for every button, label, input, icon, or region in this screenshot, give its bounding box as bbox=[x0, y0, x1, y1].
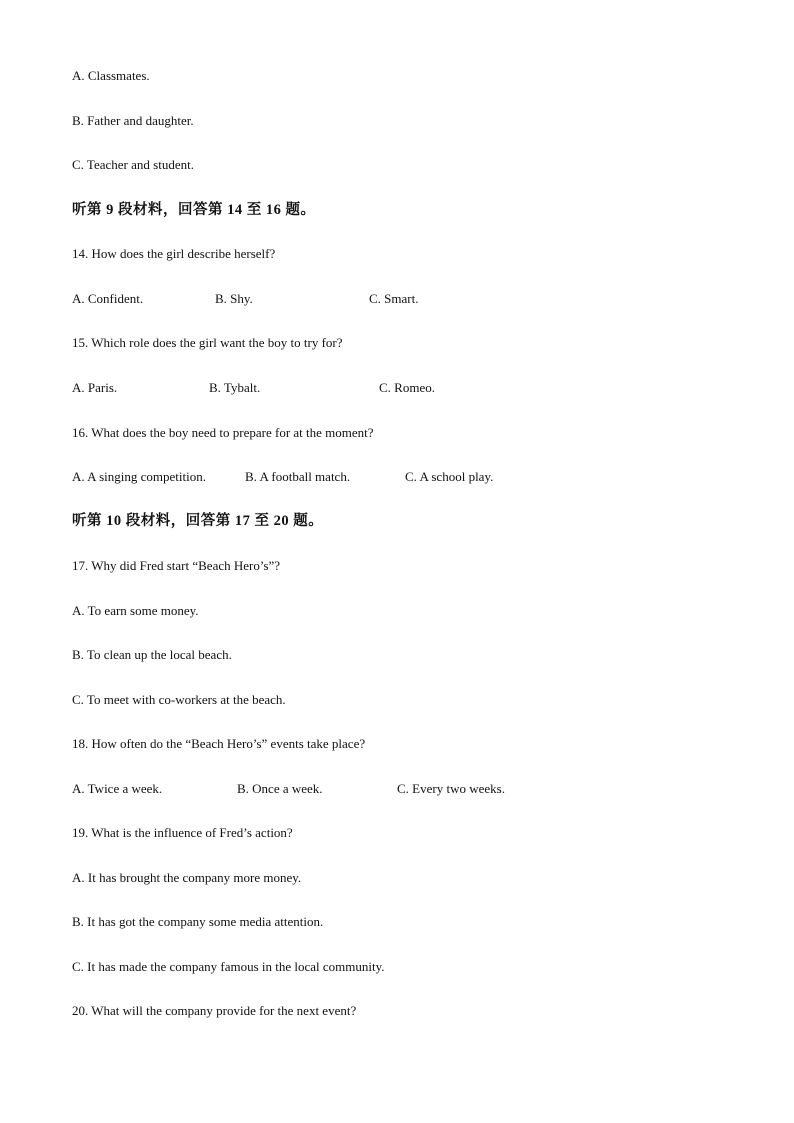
q17-question: 17. Why did Fred start “Beach Hero’s”? bbox=[72, 558, 281, 573]
q18-option-c: C. Every two weeks. bbox=[397, 781, 505, 796]
q19-option-a: A. It has brought the company more money. bbox=[72, 870, 302, 885]
q13-option-c: C. Teacher and student. bbox=[72, 157, 194, 172]
q13-option-b: B. Father and daughter. bbox=[72, 113, 194, 128]
q16-option-c: C. A school play. bbox=[405, 469, 494, 484]
q15-option-a: A. Paris. bbox=[72, 380, 118, 395]
q15-option-c: C. Romeo. bbox=[379, 380, 435, 395]
q14-option-c: C. Smart. bbox=[369, 291, 419, 306]
q18-option-a: A. Twice a week. bbox=[72, 781, 163, 796]
q16-question: 16. What does the boy need to prepare for at the moment? bbox=[72, 425, 374, 440]
q16-options-row bbox=[72, 469, 772, 485]
q16-option-a: A. A singing competition. bbox=[72, 469, 206, 484]
q15-option-b: B. Tybalt. bbox=[209, 380, 261, 395]
q18-options-row bbox=[72, 781, 772, 797]
q15-options-row bbox=[72, 380, 772, 396]
q19-option-b: B. It has got the company some media attention. bbox=[72, 914, 324, 929]
q17-option-c: C. To meet with co-workers at the beach. bbox=[72, 692, 286, 707]
q13-option-a: A. Classmates. bbox=[72, 68, 150, 83]
q14-question: 14. How does the girl describe herself? bbox=[72, 246, 276, 261]
q17-option-b: B. To clean up the local beach. bbox=[72, 647, 232, 662]
q14-option-b: B. Shy. bbox=[215, 291, 253, 306]
q15-question: 15. Which role does the girl want the boy to try for? bbox=[72, 335, 343, 350]
q14-options-row bbox=[72, 291, 772, 307]
q18-question: 18. How often do the “Beach Hero’s” events take place? bbox=[72, 736, 366, 751]
q19-option-c: C. It has made the company famous in the local community. bbox=[72, 959, 385, 974]
q17-option-a: A. To earn some money. bbox=[72, 603, 199, 618]
section-9-heading: 听第 9 段材料，回答第 14 至 16 题。 bbox=[72, 202, 316, 218]
q20-question: 20. What will the company provide for the next event? bbox=[72, 1003, 357, 1018]
q18-option-b: B. Once a week. bbox=[237, 781, 323, 796]
section-10-heading: 听第 10 段材料，回答第 17 至 20 题。 bbox=[72, 513, 324, 529]
q16-option-b: B. A football match. bbox=[245, 469, 351, 484]
q14-option-a: A. Confident. bbox=[72, 291, 144, 306]
q19-question: 19. What is the influence of Fred’s action? bbox=[72, 825, 293, 840]
